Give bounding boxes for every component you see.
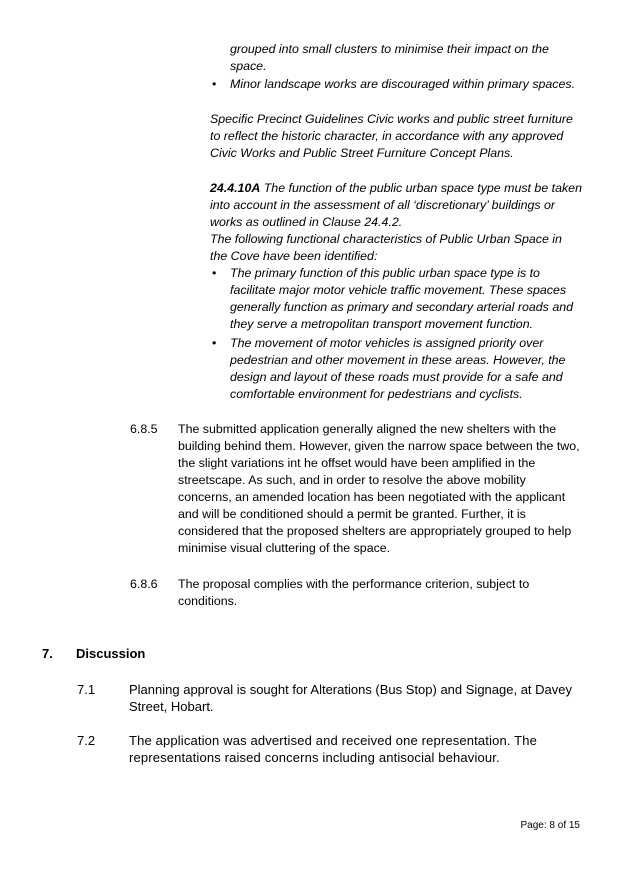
characteristics-intro: The following functional characteristics of Public Urban Space in the Cove have been identified:	[210, 232, 562, 263]
clause-text: The function of the public urban space type must be taken into account in the assessment of all ‘discretionary’ buildings or works as outlined in Clause 24.4.2.	[210, 181, 582, 229]
bullet-vehicle-priority	[212, 335, 582, 403]
discussion-text: The application was advertised and received one representation. The representations raised concerns including antisocial behaviour.	[129, 733, 538, 765]
section-number: 7.	[42, 646, 53, 661]
specific-precinct-guidelines: Specific Precinct Guidelines Civic works and public street furniture to reflect the historic character, in accordance with any approved Civic Works and Public Street Furniture Concept Plans.	[210, 112, 573, 160]
discussion-number: 7.2	[77, 733, 96, 748]
clause-block	[210, 180, 582, 265]
section-title: Discussion	[76, 646, 146, 661]
bullet-text: The movement of motor vehicles is assigned priority over pedestrian and other movement in these areas. However, the design and layout of these roads must provide for a safe and comfortable environment for pedestrians and cyclists.	[230, 336, 566, 401]
bullet-dot-icon: •	[212, 336, 217, 350]
bullet-dot-icon: •	[212, 77, 217, 91]
bullet-primary-function	[212, 265, 582, 333]
paragraph-number: 6.8.6	[130, 577, 158, 591]
page-number: Page: 8 of 15	[520, 820, 580, 831]
bullet-minor-landscape	[212, 76, 582, 93]
bullet-text: The primary function of this public urban space type is to facilitate major motor vehicle traffic movement. These spaces generally function as primary and secondary arterial roads and they serve a metropolitan transport movement function.	[230, 266, 573, 331]
paragraph-number: 6.8.5	[130, 422, 158, 436]
bullet-text: Minor landscape works are discouraged within primary spaces.	[230, 77, 576, 91]
discussion-number: 7.1	[77, 682, 96, 697]
clause-number: 24.4.10A	[210, 181, 261, 195]
quote-continued-bullet: grouped into small clusters to minimise their impact on the space.	[230, 42, 549, 73]
bullet-dot-icon: •	[212, 266, 217, 280]
paragraph-text: The submitted application generally aligned the new shelters with the building behind them. However, given the narrow space between the two, the slight variations int he offset would have been amplified in the streetscape. As such, and in order to resolve the above mobility concerns, an amended location has been negotiated with the applicant and will be conditioned should a permit be granted. Further, it is considered that the proposed shelters are appropriately grouped to help minimise visual cluttering of the space.	[178, 422, 580, 555]
discussion-text: Planning approval is sought for Alterations (Bus Stop) and Signage, at Davey Street, Hobart.	[129, 682, 572, 714]
paragraph-text: The proposal complies with the performance criterion, subject to conditions.	[178, 577, 530, 608]
